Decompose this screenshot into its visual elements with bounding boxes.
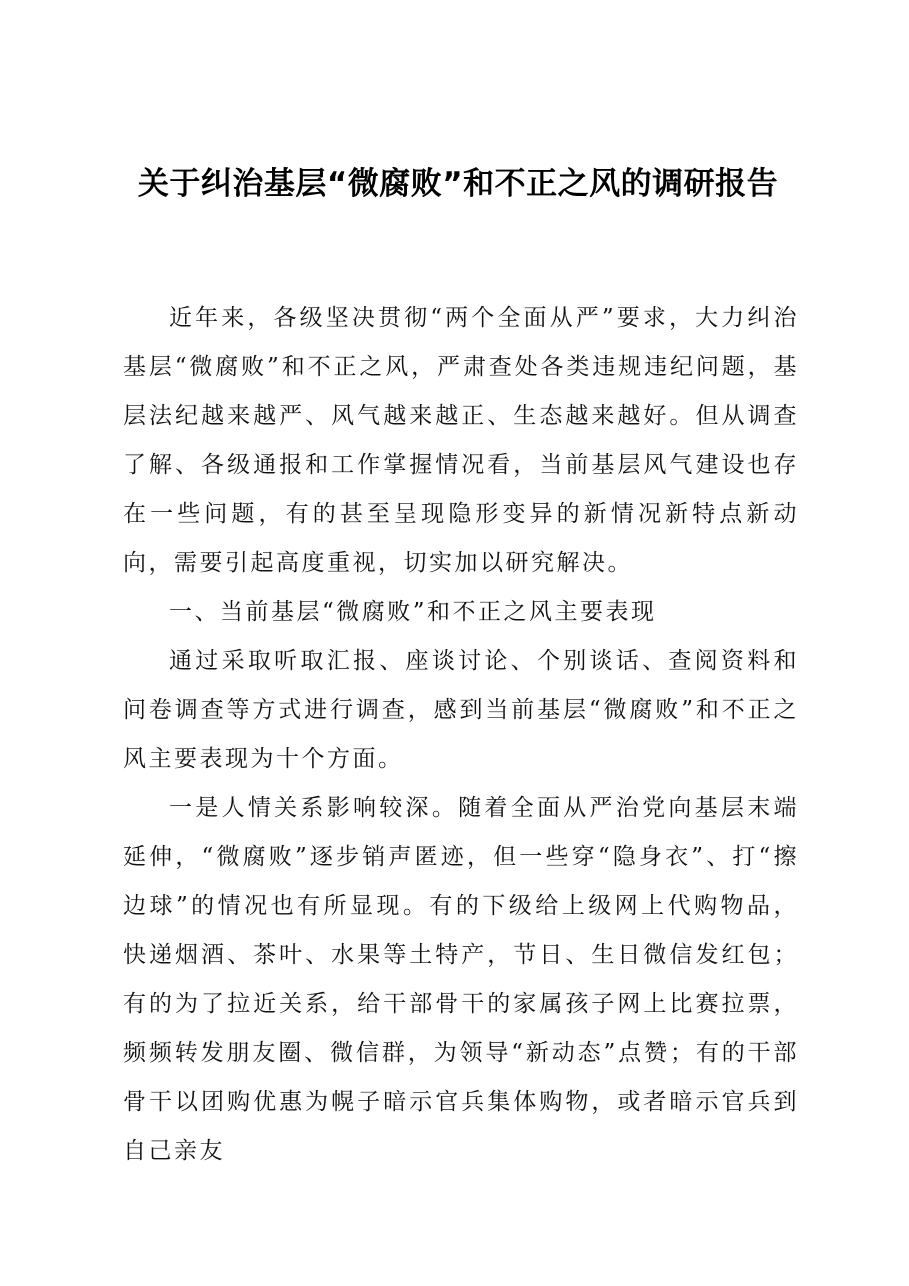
section-heading-1: 一、当前基层“微腐败”和不正之风主要表现 — [169, 599, 657, 625]
document-body — [123, 294, 799, 1176]
document-title: 关于纠治基层“微腐败”和不正之风的调研报告 — [137, 166, 779, 202]
paragraph-intro: 近年来，各级坚决贯彻“两个全面从严”要求，大力纠治基层“微腐败”和不正之风，严肃查处各类违规违纪问题，基层法纪越来越严、风气越来越正、生态越来越好。但从调查了解、各级通报和工作掌握情况看，当前基层风气建设也存在一些问题，有的甚至呈现隐形变异的新情况新特点新动向，需要引起高度重视，切实加以研究解决。 — [123, 305, 799, 576]
paragraph-method: 通过采取听取汇报、座谈讨论、个别谈话、查阅资料和问卷调查等方式进行调查，感到当前基层“微腐败”和不正之风主要表现为十个方面。 — [123, 648, 799, 772]
paragraph-point-1: 一是人情关系影响较深。随着全面从严治党向基层末端延伸，“微腐败”逐步销声匿迹，但一些穿“隐身衣”、打“擦边球”的情况也有所显现。有的下级给上级网上代购物品，快递烟酒、茶叶、水果等土特产，节日、生日微信发红包；有的为了拉近关系，给干部骨干的家属孩子网上比赛拉票，频频转发朋友圈、微信群，为领导“新动态”点赞；有的干部骨干以团购优惠为幌子暗示官兵集体购物，或者暗示官兵到自己亲友 — [123, 795, 799, 1164]
